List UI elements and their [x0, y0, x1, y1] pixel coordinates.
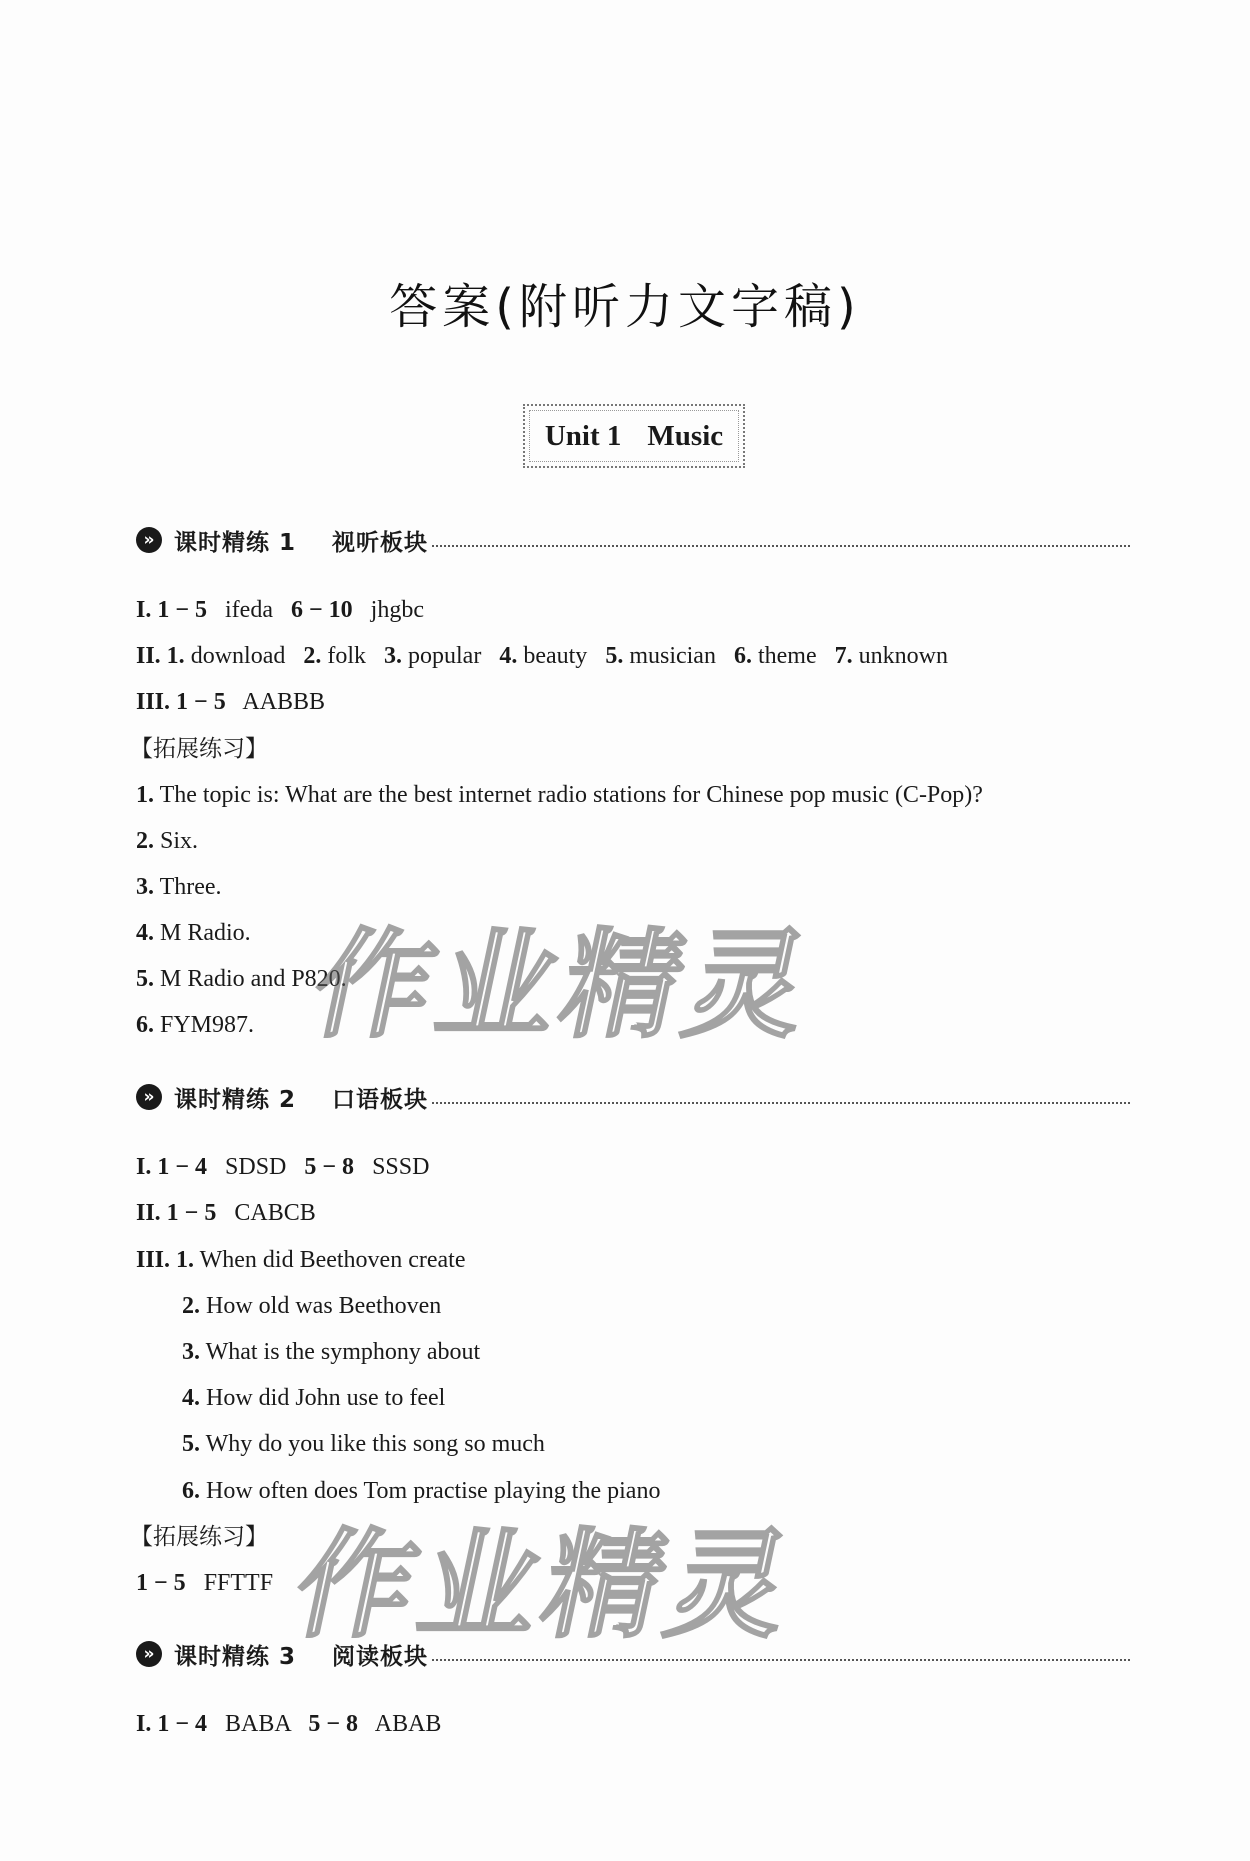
- section-header-2: [136, 1079, 1130, 1115]
- dotted-rule: [432, 1659, 1130, 1661]
- answer-line: 4. M Radio.: [136, 920, 251, 946]
- watermark: 作业精灵: [301, 916, 827, 1054]
- answer-line: 3. What is the symphony about: [182, 1339, 481, 1365]
- answer-line: I. 1 − 4 BABA 5 − 8 ABAB: [136, 1711, 442, 1737]
- answer-line: I. 1 − 5 ifeda 6 − 10 jhgbc: [136, 597, 424, 623]
- answer-line: 3. Three.: [136, 874, 222, 900]
- section-label: 课时精练 3 阅读板块: [174, 1643, 429, 1670]
- section-header-1: [136, 522, 1130, 558]
- answer-line: III. 1 − 5 AABBB: [136, 689, 326, 715]
- answer-line: 4. How did John use to feel: [182, 1385, 446, 1411]
- extension-heading: 【拓展练习】: [130, 736, 268, 762]
- answer-line: 6. FYM987.: [136, 1012, 255, 1038]
- answer-line: III. 1. When did Beethoven create: [136, 1247, 466, 1273]
- answer-line: 5. Why do you like this song so much: [182, 1431, 545, 1457]
- section-header-3: [136, 1636, 1130, 1672]
- dotted-rule: [432, 545, 1130, 547]
- answer-line: 2. How old was Beethoven: [182, 1293, 442, 1319]
- answer-line: 2. Six.: [136, 828, 199, 854]
- answer-line: II. 1 − 5 CABCB: [136, 1200, 316, 1226]
- unit-name: Music: [647, 419, 724, 452]
- answer-line: 6. How often does Tom practise playing the piano: [182, 1478, 661, 1504]
- answer-line: 5. M Radio and P820.: [136, 966, 347, 992]
- answer-line: II. 1. download 2. folk 3. popular 4. beauty 5. musician 6. theme 7. unknown: [136, 643, 948, 669]
- answer-line: I. 1 − 4 SDSD 5 − 8 SSSD: [136, 1154, 430, 1180]
- unit-heading: [523, 404, 745, 468]
- unit-number: Unit 1: [544, 419, 622, 452]
- double-chevron-icon: »: [136, 1641, 162, 1667]
- double-chevron-icon: »: [136, 527, 162, 553]
- dotted-rule: [432, 1102, 1130, 1104]
- page-title: 答案(附听力文字稿): [389, 279, 861, 335]
- double-chevron-icon: »: [136, 1084, 162, 1110]
- section-label: 课时精练 2 口语板块: [174, 1086, 429, 1113]
- answer-line: 1 − 5 FFTTF: [136, 1570, 274, 1596]
- answer-line: 1. The topic is: What are the best internet radio stations for Chinese pop music (C-Pop)?: [136, 782, 983, 808]
- section-label: 课时精练 1 视听板块: [174, 529, 429, 556]
- extension-heading: 【拓展练习】: [130, 1524, 268, 1550]
- watermark: 作业精灵: [283, 1516, 809, 1654]
